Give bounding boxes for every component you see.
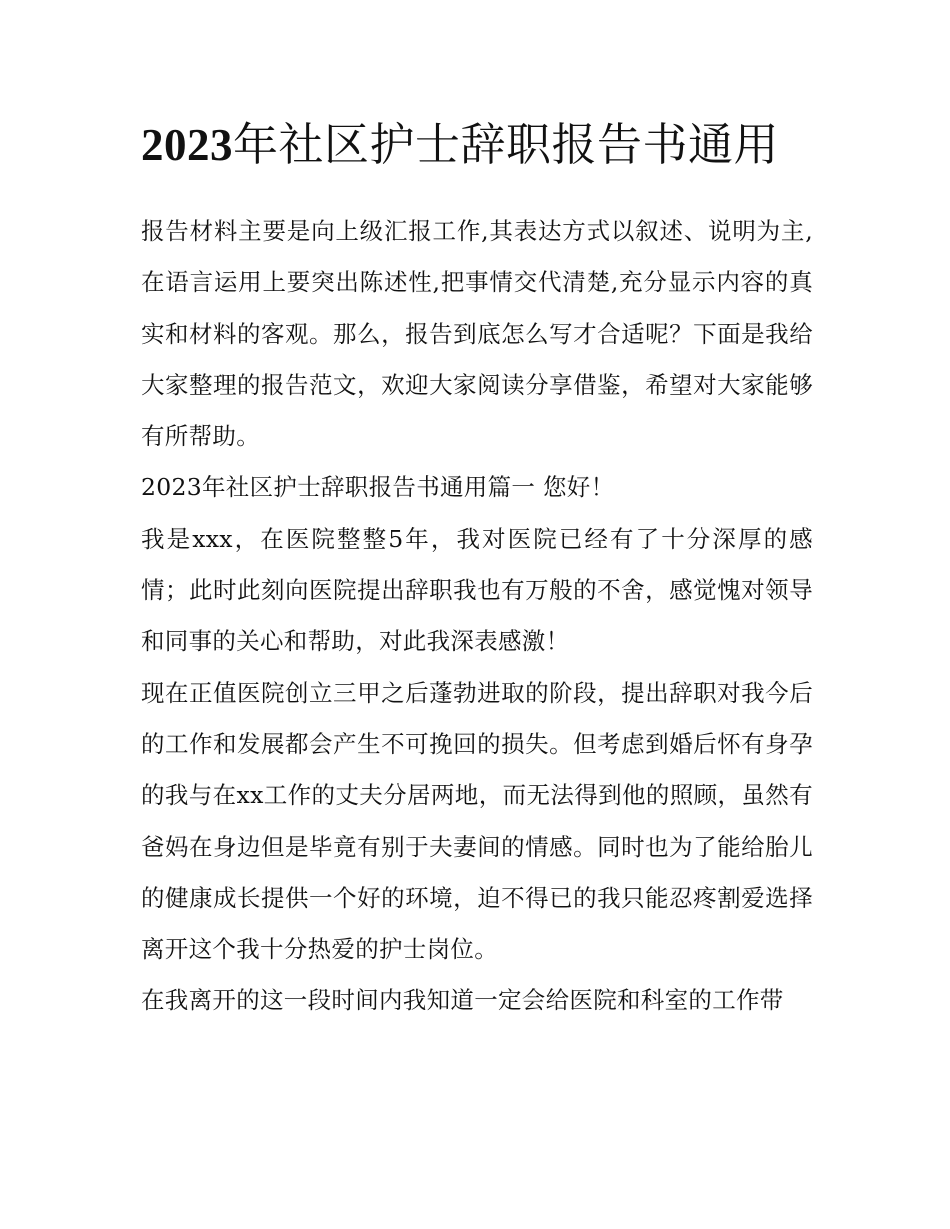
document-body xyxy=(141,206,813,1027)
document-title xyxy=(141,110,813,180)
paragraph-intro: 报告材料主要是向上级汇报工作,其表达方式以叙述、说明为主,在语言运用上要突出陈述性,把事情交代清楚,充分显示内容的真实和材料的客观。那么，报告到底怎么写才合适呢？下面是我给大家整理的报告范文，欢迎大家阅读分享借鉴，希望对大家能够有所帮助。 xyxy=(141,217,813,451)
paragraph-self-introduction: 我是xxx，在医院整整5年，我对医院已经有了十分深厚的感情；此时此刻向医院提出辞职我也有万般的不舍，感觉愧对领导和同事的关心和帮助，对此我深表感激！ xyxy=(141,524,813,656)
paragraph-continuation: 在我离开的这一段时间内我知道一定会给医院和科室的工作带 xyxy=(141,986,784,1015)
paragraph-section-heading: 2023年社区护士辞职报告书通用篇一 您好！ xyxy=(141,473,615,502)
document-content xyxy=(141,110,813,1027)
paragraph-reason: 现在正值医院创立三甲之后蓬勃进取的阶段，提出辞职对我今后的工作和发展都会产生不可挽回的损失。但考虑到婚后怀有身孕的我与在xx工作的丈夫分居两地，而无法得到他的照顾，虽然有爸妈在身边但是毕竟有别于夫妻间的情感。同时也为了能给胎儿的健康成长提供一个好的环境，迫不得已的我只能忍疼割爱选择离开这个我十分热爱的护士岗位。 xyxy=(141,678,813,964)
title-year: 2023 xyxy=(141,120,233,170)
title-text: 年社区护士辞职报告书通用 xyxy=(233,118,780,171)
